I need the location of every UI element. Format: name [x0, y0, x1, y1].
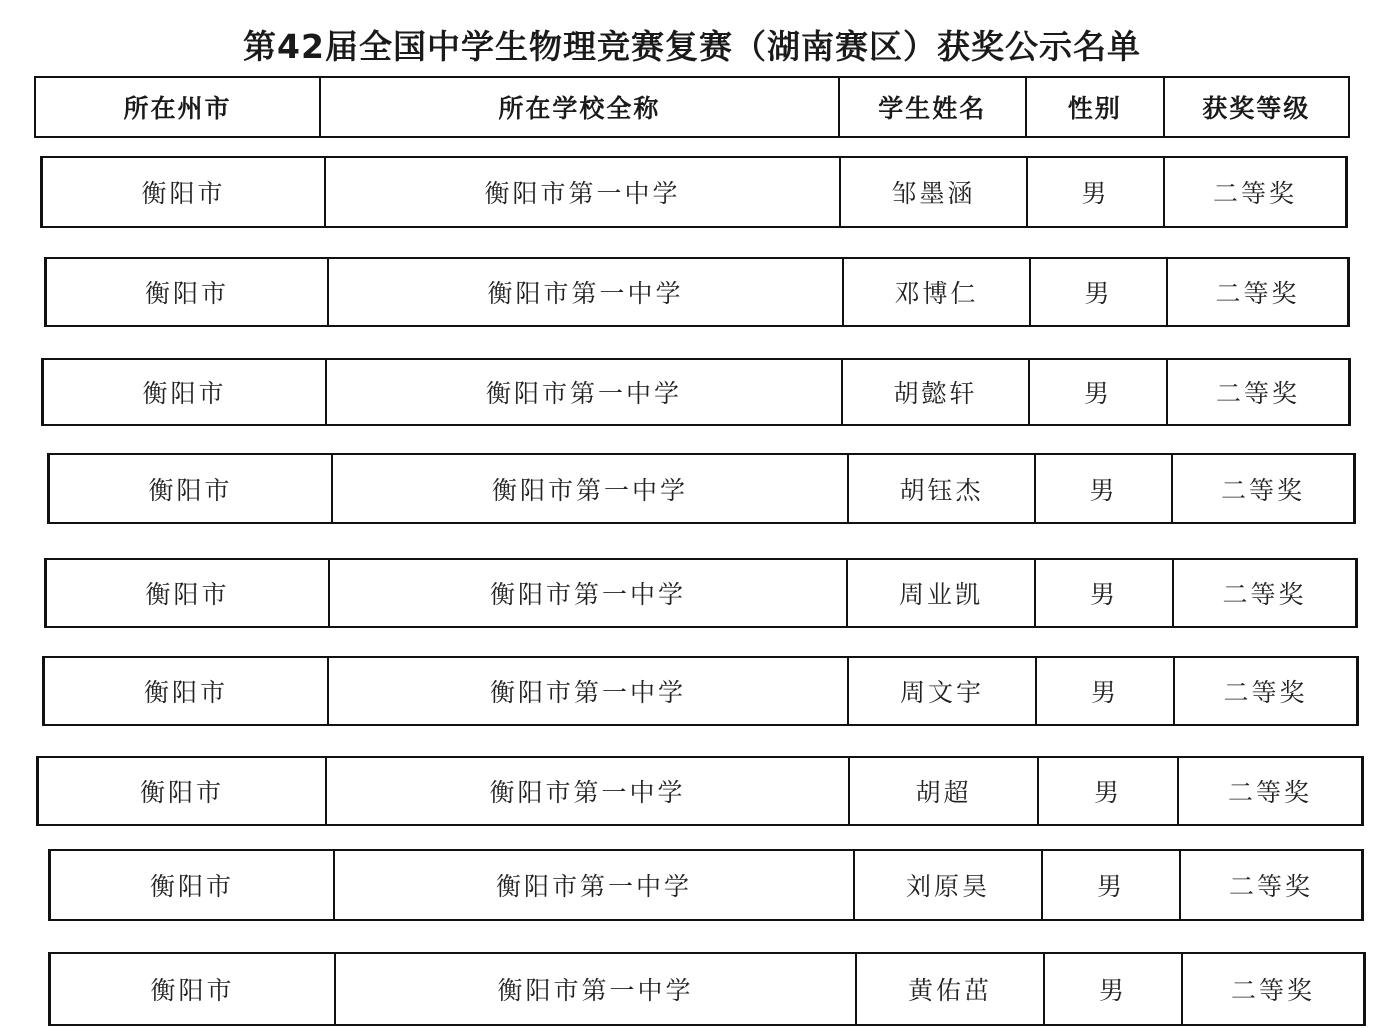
table-row [42, 656, 1359, 726]
cell-student-name: 胡钰杰 [849, 455, 1036, 522]
cell-school: 衡阳市第一中学 [329, 259, 844, 325]
table-row [47, 453, 1356, 524]
cell-gender: 男 [1030, 360, 1168, 424]
table-header [34, 76, 1350, 138]
cell-award-level: 二等奖 [1183, 954, 1366, 1024]
cell-student-name: 邹墨涵 [841, 158, 1028, 226]
cell-gender: 男 [1036, 455, 1173, 522]
header-award-level: 获奖等级 [1202, 94, 1311, 123]
cell-student-name: 邓博仁 [844, 259, 1031, 325]
cell-city: 衡阳市 [47, 455, 333, 522]
cell-school: 衡阳市第一中学 [329, 658, 849, 724]
cell-student-name: 胡超 [850, 758, 1039, 824]
cell-school: 衡阳市第一中学 [326, 158, 841, 226]
cell-award-level: 二等奖 [1175, 658, 1359, 724]
cell-student-name: 刘原昊 [855, 851, 1043, 919]
cell-school: 衡阳市第一中学 [330, 560, 848, 626]
cell-award-level: 二等奖 [1181, 851, 1364, 919]
cell-city: 衡阳市 [40, 158, 326, 226]
table-row [44, 257, 1350, 327]
cell-school: 衡阳市第一中学 [327, 758, 850, 824]
cell-gender: 男 [1037, 658, 1175, 724]
cell-student-name: 胡懿轩 [843, 360, 1030, 424]
cell-school: 衡阳市第一中学 [335, 851, 855, 919]
table-row [44, 558, 1358, 628]
cell-city: 衡阳市 [48, 851, 335, 919]
table-row [48, 952, 1366, 1026]
header-school: 所在学校全称 [321, 78, 839, 136]
table-row [40, 156, 1348, 228]
cell-school: 衡阳市第一中学 [336, 954, 857, 1024]
cell-award-level: 二等奖 [1179, 758, 1364, 824]
cell-award-level: 二等奖 [1173, 455, 1356, 522]
cell-gender: 男 [1043, 851, 1181, 919]
cell-gender: 男 [1031, 259, 1168, 325]
cell-student-name: 周文宇 [849, 658, 1037, 724]
cell-award-level: 二等奖 [1174, 560, 1358, 626]
document-title: 第42届全国中学生物理竞赛复赛（湖南赛区）获奖公示名单 [243, 27, 1141, 66]
table-row [36, 756, 1364, 826]
cell-city: 衡阳市 [42, 658, 329, 724]
cell-school: 衡阳市第一中学 [333, 455, 849, 522]
cell-gender: 男 [1036, 560, 1174, 626]
table-row [48, 849, 1364, 921]
header-gender: 性别 [1027, 78, 1165, 136]
cell-city: 衡阳市 [44, 259, 329, 325]
cell-city: 衡阳市 [48, 954, 336, 1024]
cell-award-level: 二等奖 [1168, 259, 1350, 325]
header-city: 所在州市 [36, 78, 321, 136]
cell-award-level: 二等奖 [1165, 158, 1348, 226]
cell-school: 衡阳市第一中学 [327, 360, 843, 424]
cell-award-level: 二等奖 [1168, 360, 1351, 424]
cell-city: 衡阳市 [41, 360, 327, 424]
cell-city: 衡阳市 [44, 560, 330, 626]
header-student-name: 学生姓名 [840, 78, 1027, 136]
cell-student-name: 周业凯 [848, 560, 1036, 626]
cell-gender: 男 [1028, 158, 1165, 226]
cell-gender: 男 [1039, 758, 1179, 824]
cell-student-name: 黄佑茁 [857, 954, 1045, 1024]
cell-city: 衡阳市 [36, 758, 327, 824]
table-row [41, 358, 1351, 426]
cell-gender: 男 [1045, 954, 1183, 1024]
